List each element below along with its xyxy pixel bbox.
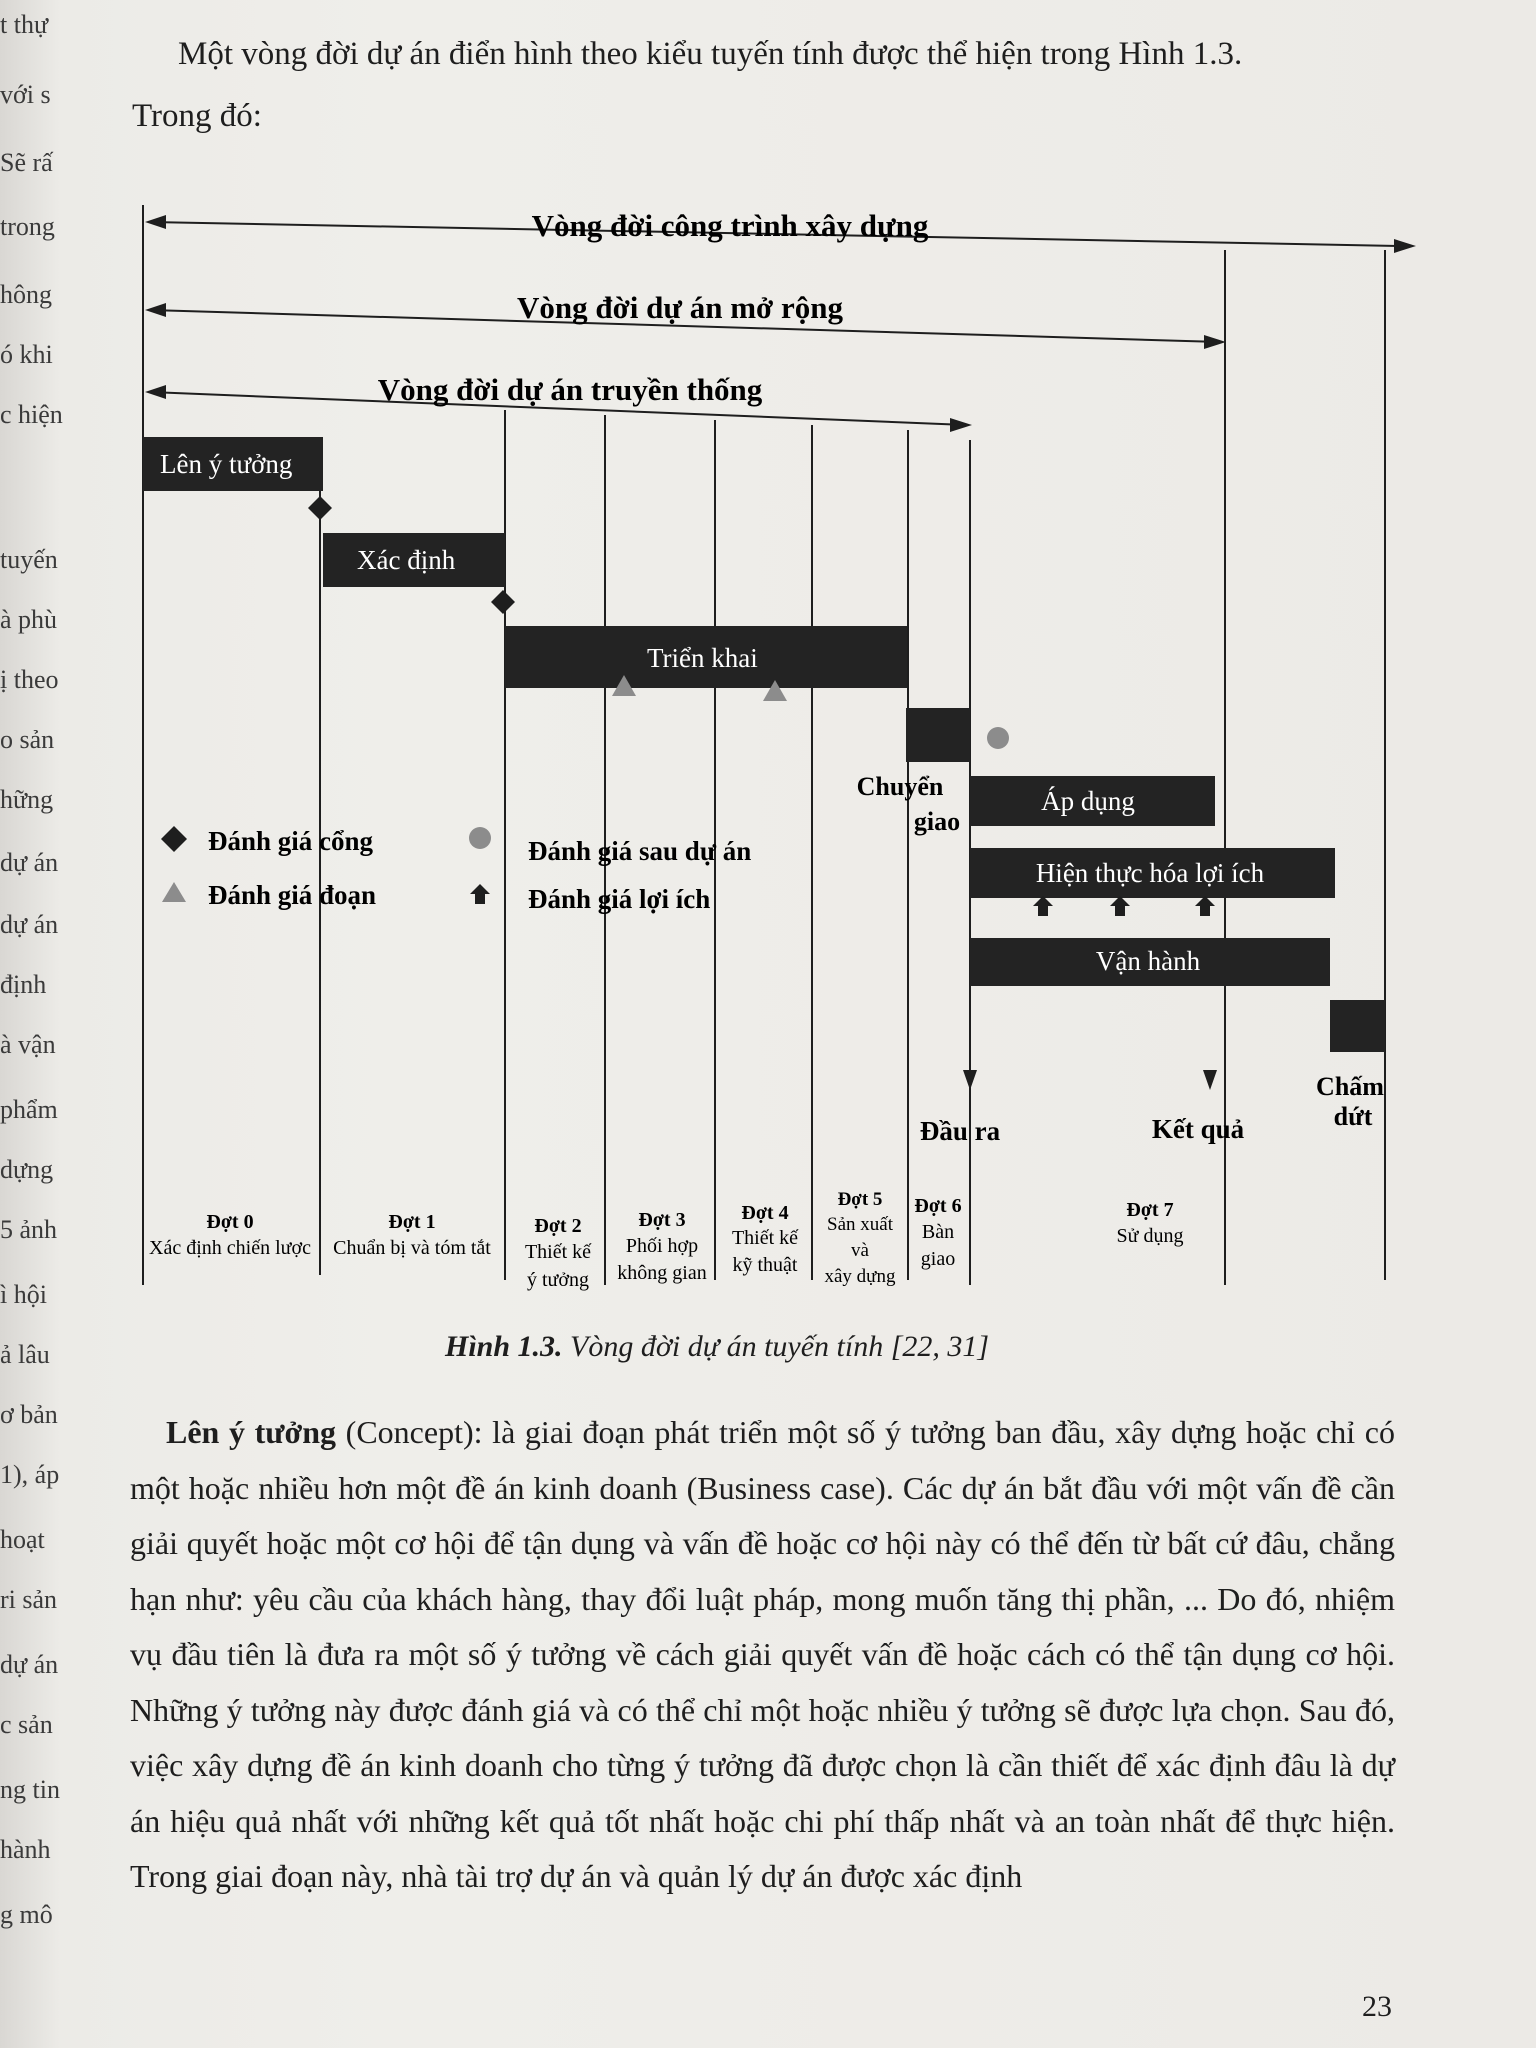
gutter-fragment: dự án xyxy=(0,848,59,877)
benefit-review-marker xyxy=(1033,896,1053,916)
gutter-fragment: o sản xyxy=(0,725,55,754)
output-arrowhead xyxy=(963,1070,977,1090)
benefit-realization-label: Hiện thực hóa lợi ích xyxy=(1035,858,1265,888)
legend xyxy=(161,826,751,914)
page-number: 23 xyxy=(1362,1990,1392,2023)
round-6-line-2: giao xyxy=(920,1248,956,1270)
post-project-legend-label: Đánh giá sau dự án xyxy=(528,836,752,866)
round-0-title: Đợt 0 xyxy=(206,1211,254,1233)
gutter-fragment: dựng xyxy=(0,1155,54,1184)
body-text: (Concept): là giai đoạn phát triển một số ý tưởng ban đầu, xây dựng hoặc chỉ có một hoặc nhiều hơn một đề án kinh doanh (Business case). Các dự án bắt đầu với một vấn đề cần giải quyết hoặc một cơ hội để tận dụng và vấn đề hoặc cơ hội này có thể đến từ bất cứ đâu, chẳng hạn như: yêu cầu của khách hàng, thay đổi luật pháp, mong muốn tăng thị phần, ... Do đó, nhiệm vụ đầu tiên là đưa ra một số ý tưởng về cách giải quyết vấn đề hoặc cách có thể tận dụng cơ hội. Những ý tưởng này được đánh giá và có thể chỉ một hoặc nhiều ý tưởng sẽ được lựa chọn. Sau đó, việc xây dựng đề án kinh doanh cho từng ý tưởng đã được chọn là cần thiết để xác định đâu là dự án hiệu quả nhất với những kết quả tốt nhất hoặc chi phí thấp nhất và an toàn nhất để thực hiện. Trong giai đoạn này, nhà tài trợ dự án và quản lý dự án được xác định xyxy=(130,1414,1396,1894)
gutter-fragment: trong xyxy=(0,212,55,241)
round-4-line-2: kỹ thuật xyxy=(732,1254,798,1276)
gate-review-diamond xyxy=(491,590,515,614)
gutter-fragment: c sản xyxy=(0,1710,53,1739)
gutter-fragment: ó khi xyxy=(0,340,53,369)
intro-line-2: Trong đó: xyxy=(132,98,262,134)
round-6-title: Đợt 6 xyxy=(914,1195,962,1217)
gutter-fragment: ả lâu xyxy=(0,1340,50,1369)
concept-label: Lên ý tưởng xyxy=(160,449,293,479)
gutter-fragment: tuyến xyxy=(0,545,58,574)
gutter-fragment: ri sản xyxy=(0,1585,58,1614)
post-project-review-circle xyxy=(987,727,1009,749)
gutter-fragment: ơ bản xyxy=(0,1400,58,1429)
extended-lifecycle-label: Vòng đời dự án mở rộng xyxy=(517,290,843,325)
handover-bar xyxy=(906,708,970,762)
handover-label-1: Chuyển xyxy=(856,772,944,801)
benefit-review-marker xyxy=(1110,896,1130,916)
stage-legend-icon xyxy=(162,882,186,902)
round-5-line-2: và xyxy=(851,1240,869,1261)
round-2-title: Đợt 2 xyxy=(534,1215,582,1237)
deployment-label: Triển khai xyxy=(647,643,758,673)
handover-label-2: giao xyxy=(913,807,961,836)
round-1-desc: Chuẩn bị và tóm tắt xyxy=(333,1237,491,1259)
round-2-line-2: ý tưởng xyxy=(527,1269,589,1291)
termination-bar xyxy=(1330,1000,1385,1052)
gutter-fragment: phẩm xyxy=(0,1095,58,1124)
figure-caption xyxy=(445,1330,989,1364)
round-3-title: Đợt 3 xyxy=(638,1209,686,1231)
round-3-line-1: Phối hợp xyxy=(625,1235,699,1257)
round-7-desc: Sử dụng xyxy=(1116,1225,1184,1247)
round-5-title: Đợt 5 xyxy=(837,1189,883,1210)
gutter-fragment: hững xyxy=(0,785,54,814)
application-label: Áp dụng xyxy=(1041,786,1135,816)
outcome-arrowhead xyxy=(1203,1070,1217,1090)
gutter-fragment: hành xyxy=(0,1835,51,1864)
round-0-desc: Xác định chiến lược xyxy=(149,1237,311,1259)
gutter-fragment: ng tin xyxy=(0,1775,60,1804)
intro-line-1: Một vòng đời dự án điển hình theo kiểu tuyến tính được thể hiện trong Hình 1.3. xyxy=(178,36,1243,72)
gutter-fragment: hoạt xyxy=(0,1525,45,1554)
definition-label: Xác định xyxy=(357,545,456,575)
gate-review-diamond xyxy=(308,496,332,520)
gutter-fragment: Sẽ rấ xyxy=(0,148,53,177)
benefit-legend-label: Đánh giá lợi ích xyxy=(528,884,711,914)
construction-lifecycle-label: Vòng đời công trình xây dựng xyxy=(531,208,929,243)
round-4-title: Đợt 4 xyxy=(741,1202,789,1224)
round-5-line-1: Sản xuất xyxy=(827,1214,893,1235)
gate-legend-icon xyxy=(161,826,187,852)
gutter-fragment: định xyxy=(0,970,47,999)
round-1-title: Đợt 1 xyxy=(388,1211,436,1233)
traditional-lifecycle-label: Vòng đời dự án truyền thống xyxy=(377,372,763,407)
operation-label: Vận hành xyxy=(1095,946,1201,976)
gutter-fragment: à vận xyxy=(0,1030,56,1059)
rounds-row xyxy=(149,1189,1183,1291)
gutter-fragment: à phù xyxy=(0,605,58,634)
termination-label-2: dứt xyxy=(1333,1102,1373,1131)
termination-label-1: Chấm xyxy=(1316,1072,1384,1101)
stage-legend-label: Đánh giá đoạn xyxy=(208,880,377,910)
round-7-title: Đợt 7 xyxy=(1126,1199,1174,1221)
round-2-line-1: Thiết kế xyxy=(524,1241,592,1263)
round-4-line-1: Thiết kế xyxy=(731,1227,799,1249)
gutter-fragment: dự án xyxy=(0,910,59,939)
figure-caption-text: Vòng đời dự án tuyến tính [22, 31] xyxy=(562,1330,990,1363)
outcome-label: Kết quả xyxy=(1151,1114,1245,1144)
output-label: Đầu ra xyxy=(919,1116,1001,1146)
benefit-review-marker xyxy=(1195,896,1215,916)
benefit-legend-icon xyxy=(470,884,490,904)
gutter-fragment: 5 ảnh xyxy=(0,1215,58,1244)
gutter-fragment: ì hội xyxy=(0,1280,47,1309)
round-5-line-3: xây dựng xyxy=(824,1266,896,1287)
post-project-legend-icon xyxy=(469,827,491,849)
body-term: Lên ý tưởng xyxy=(166,1414,337,1450)
gutter-fragment: dự án xyxy=(0,1650,59,1679)
round-6-line-1: Bàn xyxy=(921,1221,955,1243)
gate-legend-label: Đánh giá cổng xyxy=(208,826,374,856)
figure-caption-label: Hình 1.3. xyxy=(445,1330,563,1363)
round-3-line-2: không gian xyxy=(617,1262,707,1284)
gutter-fragment: ị theo xyxy=(0,665,59,694)
gutter-fragment: g mô xyxy=(0,1900,53,1929)
gutter-fragment: 1), áp xyxy=(0,1460,60,1489)
gutter-fragment: với s xyxy=(0,80,51,109)
gutter-fragment: c hiện xyxy=(0,400,63,429)
gutter-fragment: t thự xyxy=(0,10,49,39)
body-paragraph xyxy=(130,1405,1395,1905)
gutter-fragment: hông xyxy=(0,280,52,309)
